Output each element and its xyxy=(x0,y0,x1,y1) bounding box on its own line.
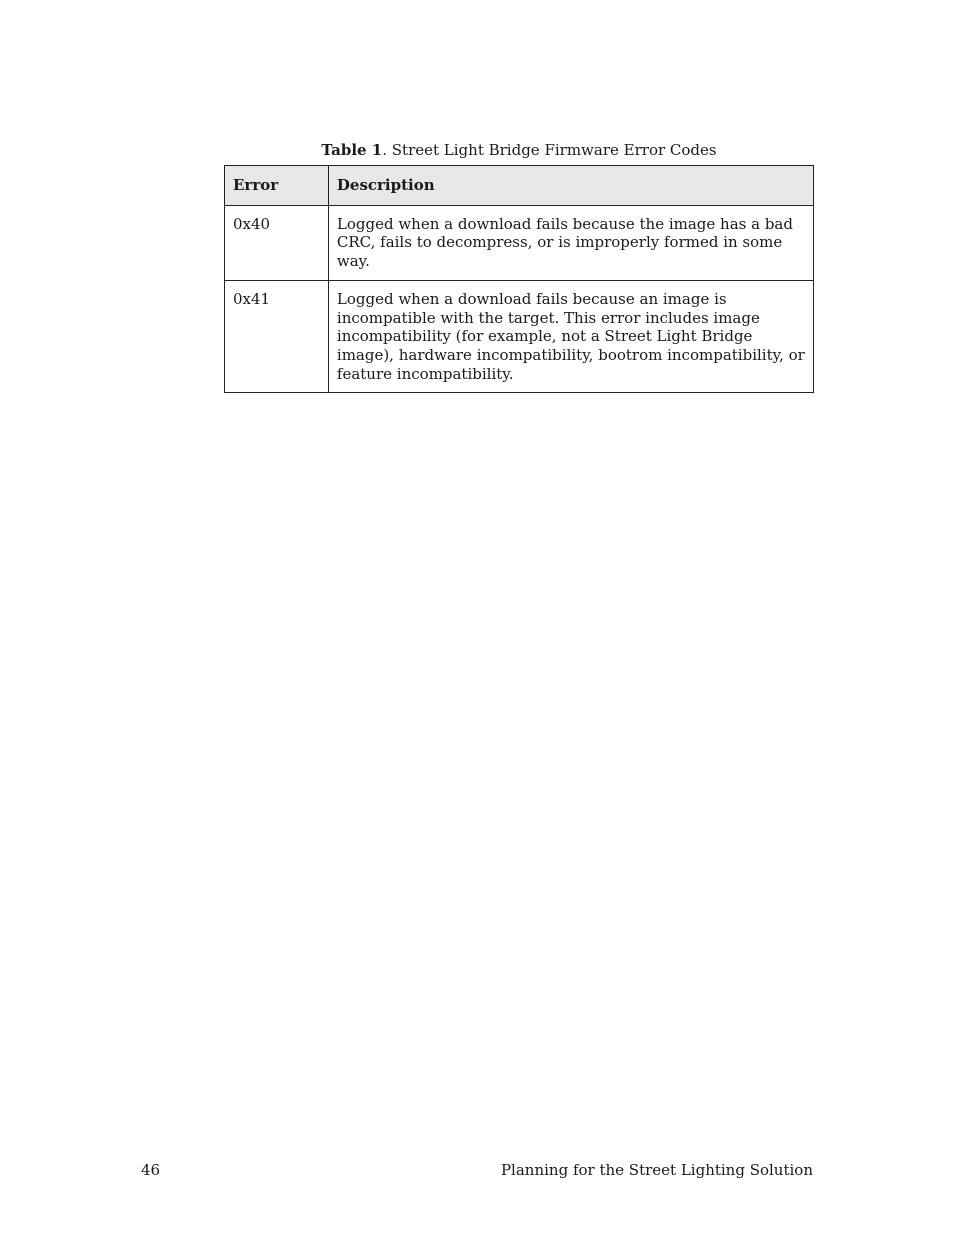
table-caption xyxy=(224,140,814,160)
table-row xyxy=(225,205,814,280)
error-codes-table xyxy=(224,165,814,393)
description-cell: Logged when a download fails because the image has a bad CRC, fails to decompress, or is improperly formed in some way. xyxy=(328,205,813,280)
description-cell: Logged when a download fails because an image is incompatible with the target. This error includes image incompatibility (for example, not a Street Light Bridge image), hardware incompatibility, bootrom incompatibility, or feature incompatibility. xyxy=(328,280,813,393)
table-header-row xyxy=(225,166,814,206)
table-caption-text: . Street Light Bridge Firmware Error Codes xyxy=(382,141,717,159)
table-caption-lead: Table 1 xyxy=(321,141,383,159)
page-number: 46 xyxy=(141,1161,161,1179)
table-row xyxy=(225,280,814,393)
error-code-cell: 0x41 xyxy=(225,280,329,393)
footer-section-title: Planning for the Street Lighting Solution xyxy=(500,1161,813,1179)
column-header-description: Description xyxy=(328,166,813,206)
error-code-cell: 0x40 xyxy=(225,205,329,280)
column-header-error: Error xyxy=(225,166,329,206)
